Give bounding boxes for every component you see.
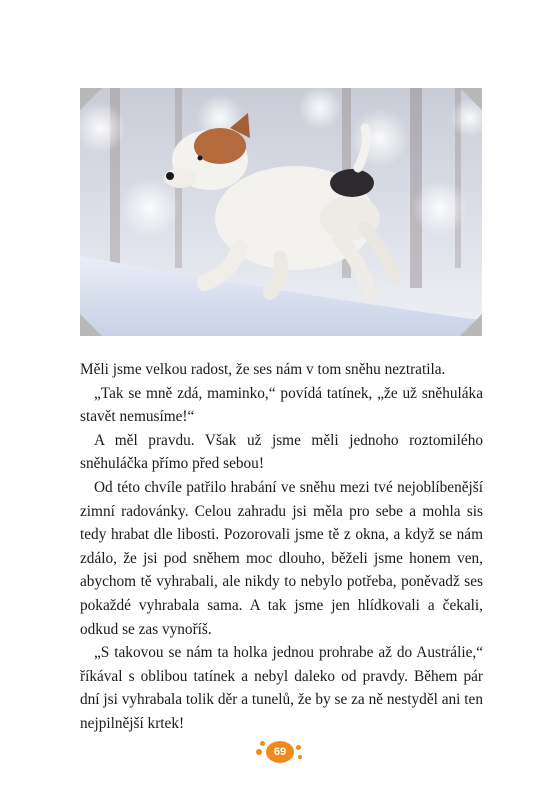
photo-corner-top-left (80, 88, 102, 110)
paw-dot (260, 741, 265, 746)
paw-dot (256, 749, 262, 755)
page-number-badge (256, 737, 304, 767)
page-number: 69 (266, 741, 294, 763)
paragraph: A měl pravdu. Však už jsme měli jednoho roztomilého sněhuláčka přímo před sebou! (80, 431, 483, 473)
paragraph: „Tak se mně zdá, maminko,“ povídá tatínek, „že už sněhuláka stavět nemusíme!“ (80, 384, 483, 426)
paragraph: Měli jsme velkou radost, že ses nám v tom sněhu neztratila. (80, 361, 446, 378)
body-text (80, 358, 483, 736)
photo-corner-top-right (460, 88, 482, 110)
photo-corner-bottom-left (80, 314, 102, 336)
photo-corner-bottom-right (460, 314, 482, 336)
paw-dot (296, 745, 301, 750)
paw-dot (298, 755, 302, 759)
dog-in-snow-photo (80, 88, 482, 336)
paragraph: Od této chvíle patřilo hrabání ve sněhu mezi tvé nejoblíbenější zimní radovánky. Celou zahradu jsi měla pro sebe a mohla sis tedy hrabat dle libosti. Pozorovali jsme tě z okna, a když se nám zdálo, že jsi pod sněhem moc dlouho, běželi jsme honem ven, abychom tě vyhrabali, ale nikdy to nebylo potřeba, poněvadž ses pokaždé vyhrabala sama. A tak jsme jen hlídkovali a čekali, odkud se zas vynoříš. (80, 478, 483, 638)
photo-frame (80, 88, 482, 336)
paragraph: „S takovou se nám ta holka jednou prohrabe až do Austrálie,“ říkával s oblibou tatínek a nebyl daleko od pravdy. Během pár dní jsi vyhrabala tolik děr a tunelů, že by se za ně nestyděl ani ten nejpilnější krtek! (80, 644, 483, 732)
